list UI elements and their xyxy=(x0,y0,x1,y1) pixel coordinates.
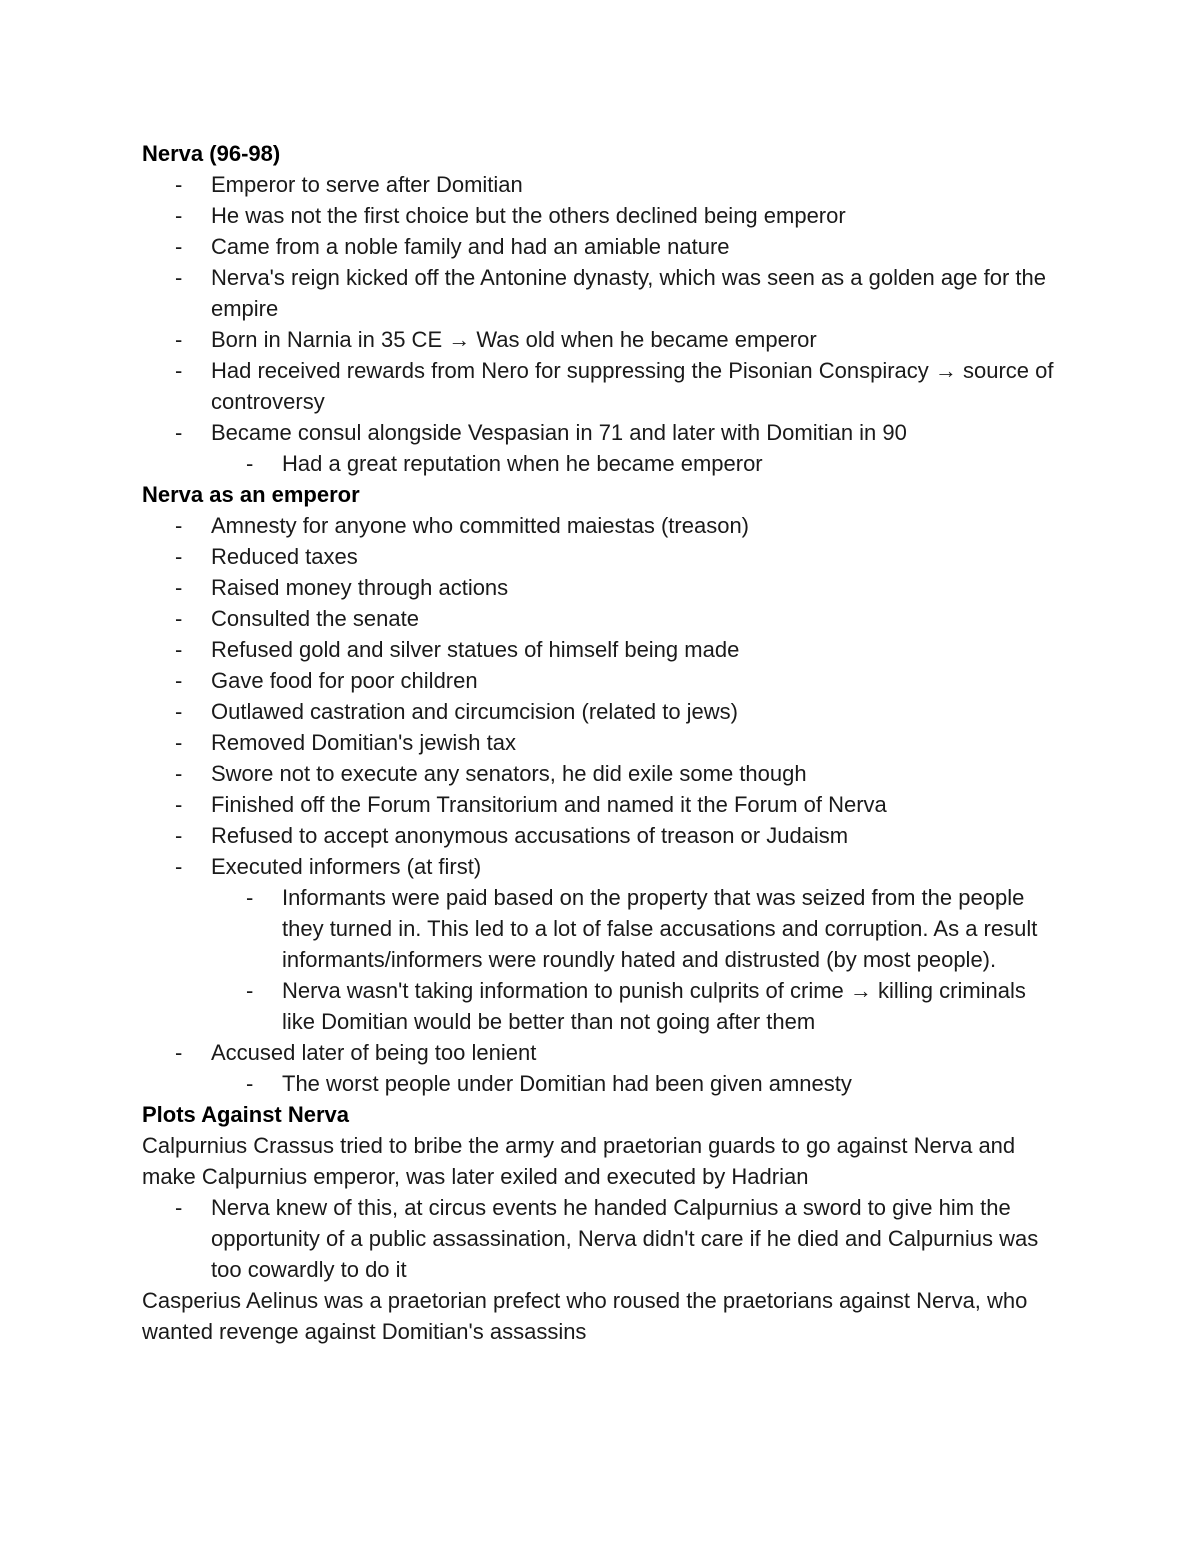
list-item xyxy=(142,355,1062,417)
bullet-dash: - xyxy=(175,668,183,693)
sub-list xyxy=(142,448,1062,479)
section-heading-emperor: Nerva as an emperor xyxy=(142,482,360,507)
paragraph-casperius: Casperius Aelinus was a praetorian prefect who roused the praetorians against Nerva, who wanted revenge against Domitian's assassins xyxy=(142,1288,1028,1344)
list-item xyxy=(142,541,1062,572)
bullet-dash: - xyxy=(175,637,183,662)
list-item-text: Emperor to serve after Domitian xyxy=(211,172,523,197)
list-item-text: Refused gold and silver statues of himself being made xyxy=(211,637,740,662)
list-item xyxy=(142,510,1062,541)
document-page xyxy=(142,138,1062,1347)
list-item xyxy=(142,1037,1062,1099)
bullet-dash: - xyxy=(175,513,183,538)
list-item-text: Had a great reputation when he became emperor xyxy=(282,451,763,476)
nerva-facts-list xyxy=(142,169,1062,479)
list-item-text: Accused later of being too lenient xyxy=(211,1040,537,1065)
list-item-text: The worst people under Domitian had been given amnesty xyxy=(282,1071,852,1096)
bullet-dash: - xyxy=(175,606,183,631)
list-item xyxy=(142,789,1062,820)
list-item-text: Executed informers (at first) xyxy=(211,854,482,879)
list-item-text: Amnesty for anyone who committed maiestas (treason) xyxy=(211,513,750,538)
list-item-text: Swore not to execute any senators, he did exile some though xyxy=(211,761,807,786)
bullet-dash: - xyxy=(175,172,183,197)
list-item xyxy=(142,1192,1062,1285)
list-item-text: Finished off the Forum Transitorium and named it the Forum of Nerva xyxy=(211,792,887,817)
list-item-text: Nerva's reign kicked off the Antonine dynasty, which was seen as a golden age for the empire xyxy=(211,265,1047,321)
list-item-text: Nerva wasn't taking information to punish culprits of crime → killing criminals like Domitian would be better than not going after them xyxy=(282,978,1026,1034)
bullet-dash: - xyxy=(246,1071,254,1096)
bullet-dash: - xyxy=(246,978,254,1003)
list-item-text: Informants were paid based on the property that was seized from the people they turned in. This led to a lot of false accusations and corruption. As a result informants/informers were roundly hated and distrusted (by most people). xyxy=(282,885,1038,972)
sub-list-item xyxy=(211,1068,1062,1099)
list-item-text: Became consul alongside Vespasian in 71 and later with Domitian in 90 xyxy=(211,420,907,445)
list-item-text: Refused to accept anonymous accusations of treason or Judaism xyxy=(211,823,849,848)
emperor-actions-list xyxy=(142,510,1062,1099)
bullet-dash: - xyxy=(175,544,183,569)
section-heading-plots: Plots Against Nerva xyxy=(142,1102,350,1127)
list-item-text: Reduced taxes xyxy=(211,544,358,569)
list-item xyxy=(142,169,1062,200)
list-item xyxy=(142,634,1062,665)
sub-list-item xyxy=(211,975,1062,1037)
list-item xyxy=(142,851,1062,1037)
list-item-text: Nerva knew of this, at circus events he handed Calpurnius a sword to give him the opportunity of a public assassination, Nerva didn't care if he died and Calpurnius was too cowardly to do it xyxy=(211,1195,1039,1282)
list-item xyxy=(142,262,1062,324)
list-item xyxy=(142,200,1062,231)
bullet-dash: - xyxy=(246,885,254,910)
list-item-text: He was not the first choice but the others declined being emperor xyxy=(211,203,846,228)
sub-list xyxy=(142,882,1062,1037)
bullet-dash: - xyxy=(175,265,183,290)
bullet-dash: - xyxy=(175,761,183,786)
list-item xyxy=(142,758,1062,789)
sub-list-item xyxy=(211,448,1062,479)
bullet-dash: - xyxy=(246,451,254,476)
paragraph-calpurnius: Calpurnius Crassus tried to bribe the army and praetorian guards to go against Nerva and make Calpurnius emperor, was later exiled and executed by Hadrian xyxy=(142,1133,1016,1189)
list-item xyxy=(142,324,1062,355)
bullet-dash: - xyxy=(175,420,183,445)
list-item xyxy=(142,603,1062,634)
list-item-text: Came from a noble family and had an amiable nature xyxy=(211,234,730,259)
bullet-dash: - xyxy=(175,730,183,755)
list-item-text: Removed Domitian's jewish tax xyxy=(211,730,516,755)
list-item xyxy=(142,820,1062,851)
list-item-text: Gave food for poor children xyxy=(211,668,478,693)
list-item xyxy=(142,727,1062,758)
bullet-dash: - xyxy=(175,234,183,259)
list-item xyxy=(142,665,1062,696)
calpurnius-list xyxy=(142,1192,1062,1285)
list-item-text: Consulted the senate xyxy=(211,606,419,631)
list-item xyxy=(142,572,1062,603)
bullet-dash: - xyxy=(175,792,183,817)
list-item xyxy=(142,231,1062,262)
list-item-text: Born in Narnia in 35 CE → Was old when he became emperor xyxy=(211,327,817,352)
bullet-dash: - xyxy=(175,575,183,600)
sub-list xyxy=(142,1068,1062,1099)
bullet-dash: - xyxy=(175,203,183,228)
bullet-dash: - xyxy=(175,1195,183,1220)
sub-list-item xyxy=(211,882,1062,975)
bullet-dash: - xyxy=(175,823,183,848)
bullet-dash: - xyxy=(175,854,183,879)
list-item-text: Had received rewards from Nero for suppressing the Pisonian Conspiracy → source of controversy xyxy=(211,358,1054,414)
section-heading-nerva: Nerva (96-98) xyxy=(142,141,281,166)
list-item-text: Outlawed castration and circumcision (related to jews) xyxy=(211,699,739,724)
bullet-dash: - xyxy=(175,358,183,383)
list-item xyxy=(142,417,1062,479)
bullet-dash: - xyxy=(175,699,183,724)
bullet-dash: - xyxy=(175,1040,183,1065)
list-item-text: Raised money through actions xyxy=(211,575,509,600)
bullet-dash: - xyxy=(175,327,183,352)
list-item xyxy=(142,696,1062,727)
